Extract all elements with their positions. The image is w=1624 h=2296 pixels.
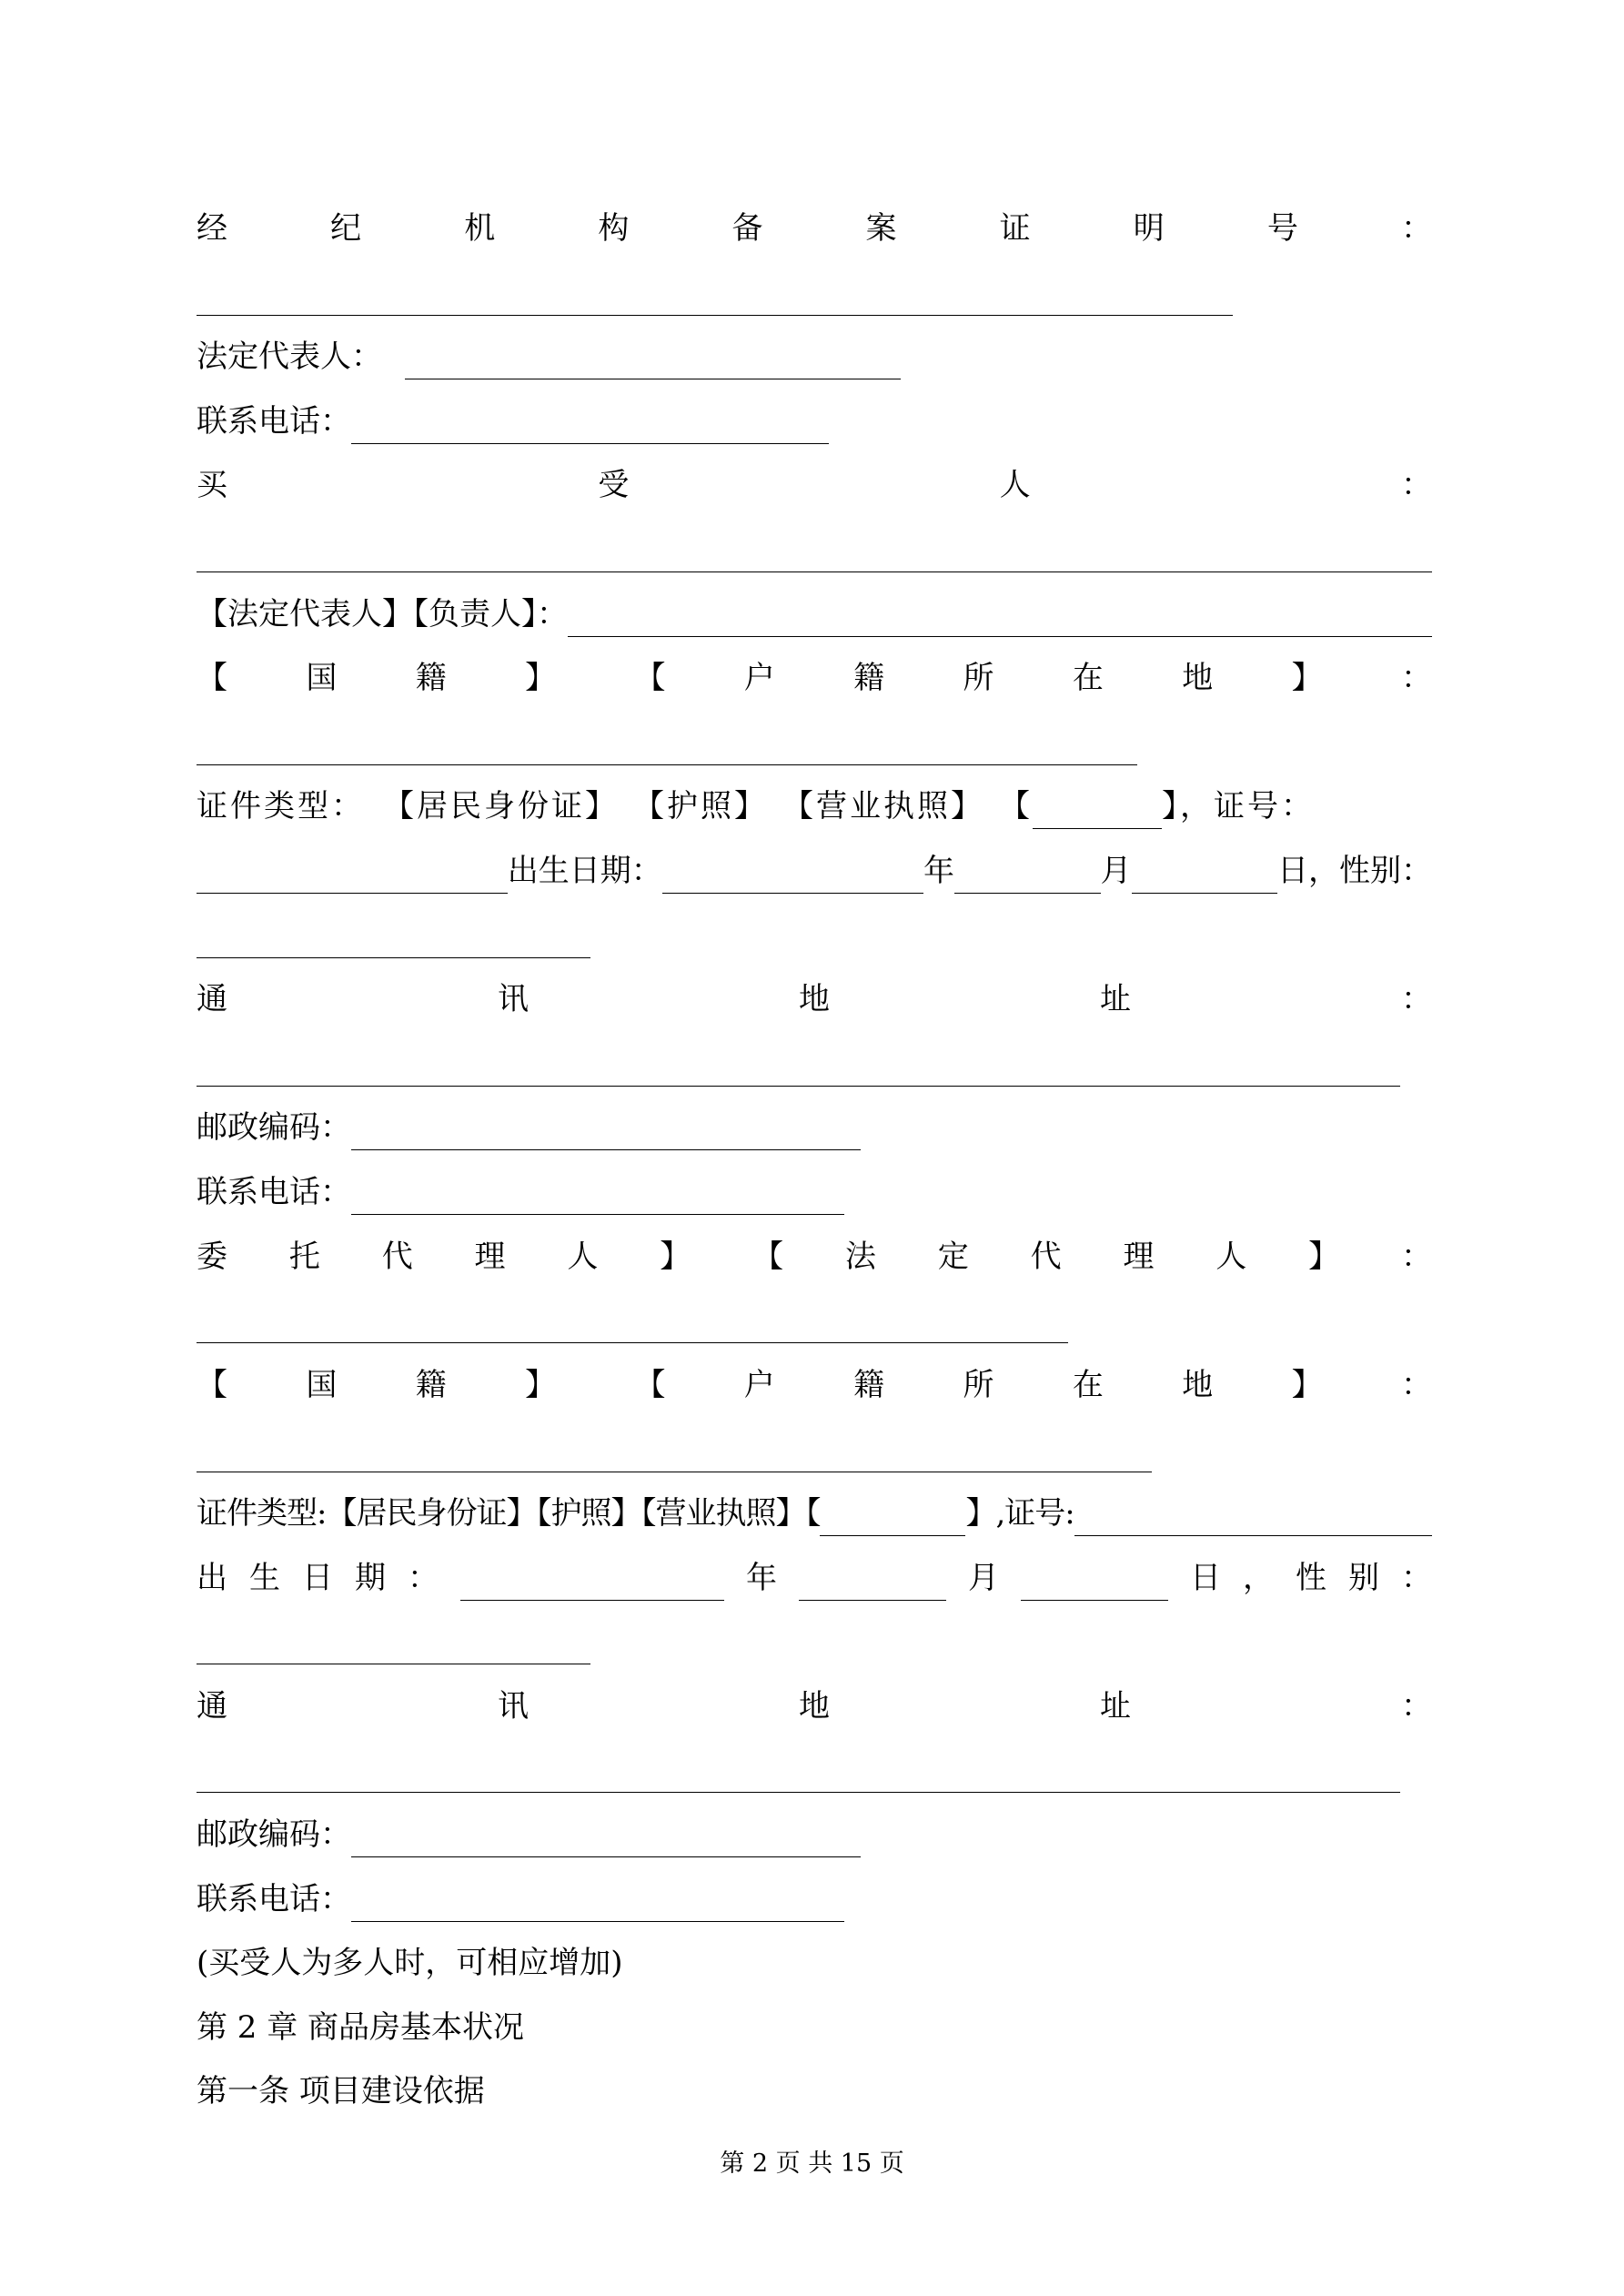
buyer-blank[interactable] [197, 571, 1432, 572]
char: 案 [865, 210, 897, 247]
char: 址 [1100, 981, 1131, 1017]
char: 人 [999, 467, 1031, 503]
char: 证 [999, 210, 1031, 247]
char: 地 [1182, 660, 1214, 696]
char: ： [1400, 210, 1432, 247]
char: 【 [634, 1367, 666, 1403]
birth-line-2 [197, 1555, 1432, 1601]
char: 通 [197, 981, 227, 1017]
option-passport: 【护照】 [633, 788, 768, 824]
char: 号 [1266, 210, 1298, 247]
char: 受 [598, 467, 630, 503]
nationality-blank-2[interactable] [197, 1471, 1152, 1472]
postal-label: 邮政编码： [197, 1816, 351, 1853]
char: ： [1401, 1560, 1432, 1596]
char: 讯 [498, 981, 529, 1017]
buyer-rep-label: 【法定代表人】【负责人】： [197, 596, 568, 632]
char: 籍 [415, 660, 447, 696]
birth-year-blank[interactable] [662, 856, 923, 894]
phone-blank[interactable] [351, 407, 829, 444]
char: 在 [1072, 1367, 1104, 1403]
char: 地 [799, 1688, 830, 1725]
char: 籍 [853, 660, 885, 696]
char: 国 [306, 660, 338, 696]
address-label-2 [197, 1684, 1432, 1729]
char: 托 [288, 1239, 320, 1275]
char: 所 [963, 1367, 994, 1403]
char: 通 [197, 1688, 227, 1725]
phone-label: 联系电话： [197, 403, 351, 440]
phone-label: 联系电话： [197, 1174, 351, 1210]
char: 代 [1030, 1239, 1062, 1275]
char: 构 [598, 210, 630, 247]
legal-rep-label: 法定代表人： [197, 339, 382, 375]
char: 人 [1215, 1239, 1247, 1275]
char: 理 [1123, 1239, 1155, 1275]
phone-blank-2[interactable] [351, 1885, 844, 1922]
char: 出 [197, 1560, 227, 1596]
char: 所 [963, 660, 994, 696]
id-type-label-2: 证件类型:【居民身份证】【护照】【营业执照】【 [197, 1495, 821, 1532]
char: ： [1401, 1688, 1432, 1725]
phone-label: 联系电话： [197, 1881, 351, 1917]
char: 【 [197, 660, 227, 696]
article-heading: 第一条 项目建设依据 [197, 2073, 485, 2109]
nationality-label [197, 655, 1432, 701]
char: ： [1400, 660, 1432, 696]
birth-day-blank-2[interactable] [1021, 1563, 1168, 1601]
birth-year-blank-2[interactable] [460, 1563, 724, 1601]
address-blank[interactable] [197, 1085, 1400, 1087]
comma: ， [1243, 1560, 1274, 1596]
agency-cert-label [197, 206, 1432, 251]
char: 理 [474, 1239, 506, 1275]
char: 】 [1291, 660, 1323, 696]
multi-buyer-note: (买受人为多人时，可相应增加) [197, 1945, 623, 1981]
char: 经 [197, 210, 227, 247]
postal-blank-2[interactable] [351, 1820, 861, 1857]
char: 别 [1348, 1560, 1379, 1596]
char: 址 [1100, 1688, 1131, 1725]
char: ： [408, 1560, 439, 1596]
char: ： [1401, 981, 1432, 1017]
option-license: 【营业执照】 [782, 788, 984, 824]
buyer-label [197, 462, 1432, 508]
char: 日 [302, 1560, 333, 1596]
char: 代 [381, 1239, 413, 1275]
char: 备 [731, 210, 763, 247]
day-label: 日 [1190, 1560, 1221, 1596]
char: 定 [937, 1239, 969, 1275]
char: ： [1400, 1367, 1432, 1403]
char: 户 [743, 660, 775, 696]
legal-rep-blank[interactable] [405, 342, 901, 379]
page-footer: 第 2 页 共 15 页 [720, 2149, 904, 2178]
char: 籍 [415, 1367, 447, 1403]
char: 】 [525, 660, 557, 696]
char: 讯 [498, 1688, 529, 1725]
gender-blank[interactable] [197, 956, 590, 958]
char: 籍 [853, 1367, 885, 1403]
other-id-blank-2[interactable] [820, 1499, 965, 1536]
char: 【 [197, 1367, 227, 1403]
char: 生 [249, 1560, 280, 1596]
char: 】 [1291, 1367, 1323, 1403]
agency-cert-blank[interactable] [197, 314, 1233, 316]
gender-blank-2[interactable] [197, 1663, 590, 1664]
char: 在 [1072, 660, 1104, 696]
gender-label: 日，性别： [1277, 853, 1433, 889]
char: ： [1400, 1239, 1432, 1275]
char: 】 [660, 1239, 691, 1275]
char: 国 [306, 1367, 338, 1403]
phone-blank[interactable] [351, 1178, 844, 1215]
year-label: 年 [746, 1560, 777, 1596]
birth-month-blank[interactable] [954, 856, 1100, 894]
chapter-heading: 第 2 章 商品房基本状况 [197, 2009, 525, 2046]
char: 】 [525, 1367, 557, 1403]
month-label: 月 [968, 1560, 999, 1596]
char: 明 [1133, 210, 1165, 247]
id-number-label-2: 】,证号: [965, 1495, 1074, 1532]
char: 【 [634, 660, 666, 696]
address-label [197, 976, 1432, 1022]
char: 委 [197, 1239, 227, 1275]
option-id-card: 【居民身份证】 [383, 788, 619, 824]
char: ： [1400, 467, 1432, 503]
char: 期 [355, 1560, 386, 1596]
char: 】 [1308, 1239, 1340, 1275]
id-number-blank-2[interactable] [1074, 1499, 1432, 1536]
char: 地 [1182, 1367, 1214, 1403]
agent-label [197, 1234, 1432, 1279]
char: 法 [844, 1239, 876, 1275]
agent-blank[interactable] [197, 1341, 1068, 1343]
char: 纪 [330, 210, 362, 247]
birth-label: 出生日期： [507, 853, 662, 889]
char: 性 [1296, 1560, 1326, 1596]
other-id-blank[interactable] [1033, 792, 1162, 829]
month-label: 月 [1100, 853, 1132, 889]
id-number-blank[interactable] [197, 856, 508, 894]
char: 地 [799, 981, 830, 1017]
bracket: 【 [999, 788, 1033, 824]
year-label: 年 [923, 853, 955, 889]
birth-month-blank-2[interactable] [799, 1563, 946, 1601]
id-type-label: 证件类型： [197, 788, 365, 824]
postal-blank[interactable] [351, 1113, 861, 1150]
postal-label: 邮政编码： [197, 1109, 351, 1146]
char: 买 [197, 467, 227, 503]
char: 【 [752, 1239, 784, 1275]
char: 户 [743, 1367, 775, 1403]
char: 机 [464, 210, 496, 247]
birth-day-blank[interactable] [1132, 856, 1277, 894]
id-number-label: 】，证号： [1162, 788, 1315, 824]
nationality-label-2 [197, 1362, 1432, 1408]
address-blank-2[interactable] [197, 1791, 1400, 1793]
char: 人 [567, 1239, 599, 1275]
nationality-blank[interactable] [197, 764, 1137, 765]
buyer-rep-blank[interactable] [568, 600, 1432, 637]
